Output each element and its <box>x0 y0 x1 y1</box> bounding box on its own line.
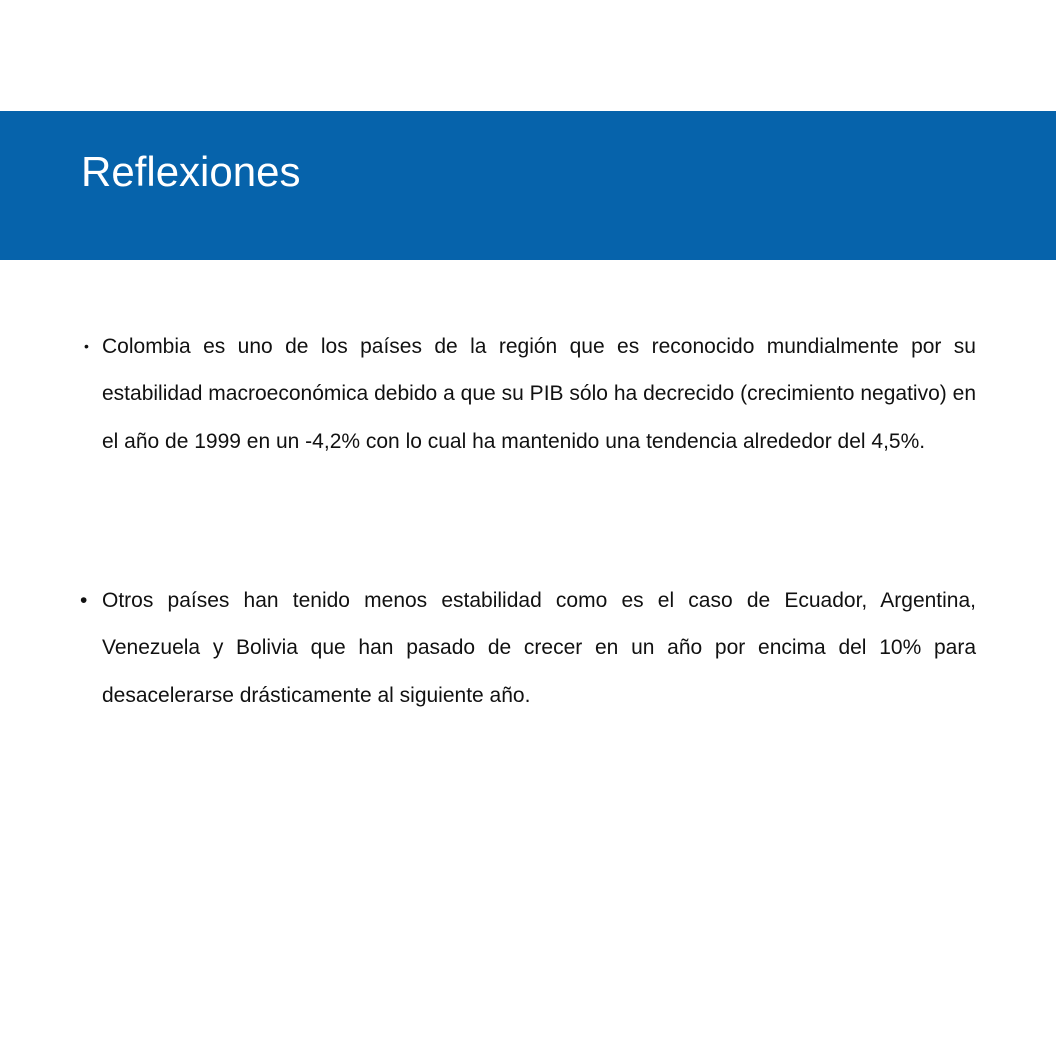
bullet-item-colombia <box>80 323 976 465</box>
bullet-text: Otros países han tenido menos estabilidad como es el caso de Ecuador, Argentina, Venezuela y Bolivia que han pasado de crecer en un año por encima del 10% para desacelerarse drásticamente al siguiente año. <box>102 589 976 707</box>
bullet-marker: • <box>84 338 89 354</box>
bullet-text: Colombia es uno de los países de la región que es reconocido mundialmente por su estabilidad macroeconómica debido a que su PIB sólo ha decrecido (crecimiento negativo) en el año de 1999 en un -4,2% con lo cual ha mantenido una tendencia alrededor del 4,5%. <box>102 335 976 453</box>
bullet-item-otros-paises <box>80 577 976 719</box>
bullet-marker: • <box>80 589 88 612</box>
slide-title: Reflexiones <box>81 148 301 195</box>
